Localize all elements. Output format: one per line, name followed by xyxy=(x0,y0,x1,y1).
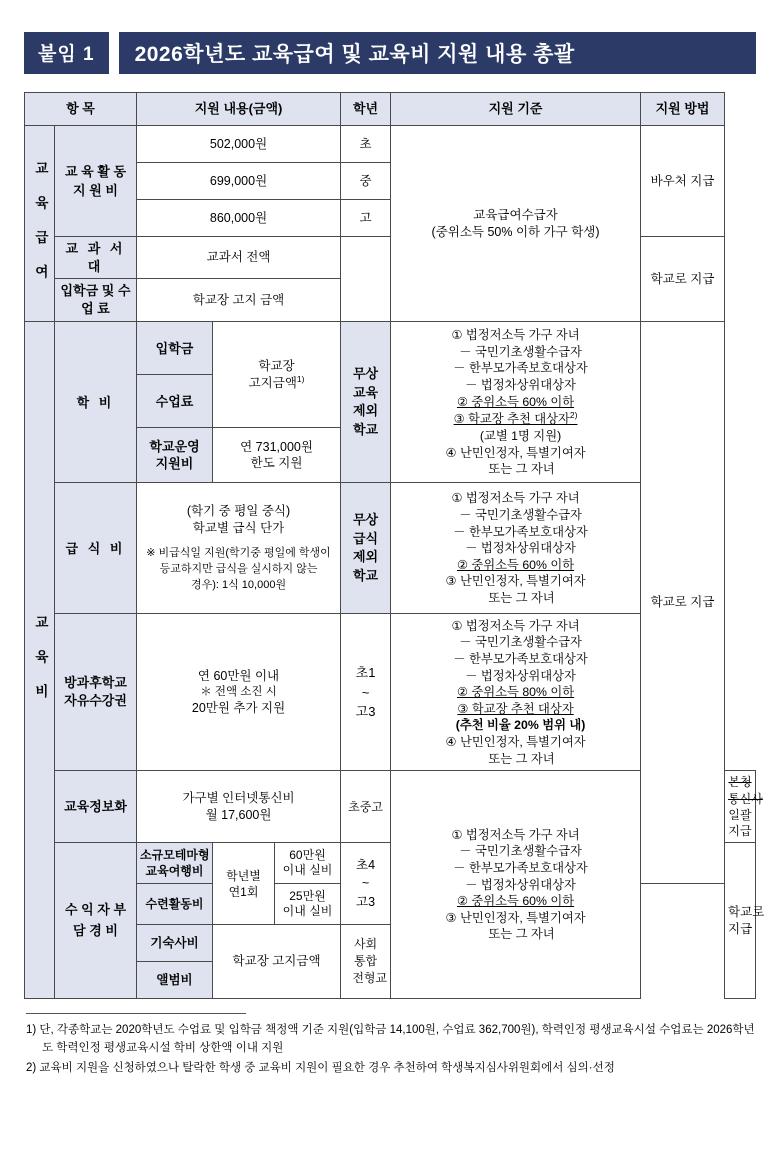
crit-line: － 법정차상위대상자 xyxy=(465,378,576,393)
footnote-1: 1) 단, 각종학교는 2020학년도 수업료 및 입학금 책정액 기준 지원(입학금 14,100원, 수업료 362,700원), 학력인정 평생교육시설 수업료는 2026학년도 학력인정 평생교육시설 학비 상한액 이내 지원 xyxy=(26,1024,755,1055)
crit-line: 또는 그 자녀 xyxy=(488,751,555,766)
crit-line: － 한부모가족보호대상자 xyxy=(453,860,588,875)
table-row xyxy=(25,126,756,163)
crit-line: ③ 난민인정자, 특별기여자 xyxy=(445,910,586,925)
profit-item-dorm: 기숙사비 xyxy=(137,925,213,962)
after-school-content: 연 60만원 이내 ＊ 전액 소진 시 20만원 추가 지원 xyxy=(137,614,341,771)
tuition-grade: 무상 교육 제외 학교 xyxy=(341,322,391,483)
profit-item-travel: 소규모테마형 교육여행비 xyxy=(137,843,213,884)
crit-line: － 국민기초생활수급자 xyxy=(459,844,582,859)
crit-line: ① 법정저소득 가구 자녀 xyxy=(451,618,580,633)
table-row xyxy=(25,322,756,375)
meal-grade: 무상 급식 제외 학교 xyxy=(341,483,391,614)
entrance-amount: 학교장 고지 금액 xyxy=(137,279,341,322)
row-label-info: 교육정보화 xyxy=(55,771,137,843)
document-header xyxy=(24,32,756,74)
crit-line: － 국민기초생활수급자 xyxy=(459,635,582,650)
crit-line: － 법정차상위대상자 xyxy=(465,668,576,683)
crit-line: － 한부모가족보호대상자 xyxy=(453,524,588,539)
col-criteria: 지원 기준 xyxy=(391,93,641,126)
method-voucher: 바우처 지급 xyxy=(641,126,725,237)
crit-line: － 한부모가족보호대상자 xyxy=(453,361,588,376)
benefit-criteria-line2: (중위소득 50% 이하 가구 학생) xyxy=(431,224,600,239)
crit-line: (교별 1명 지원) xyxy=(479,428,562,443)
meal-criteria xyxy=(391,483,641,614)
support-summary-table xyxy=(24,92,765,999)
crit-line: ② 중위소득 60% 이하 xyxy=(456,394,575,409)
col-item: 항 목 xyxy=(25,93,137,126)
tuition-criteria xyxy=(391,322,641,483)
profit-amount-notice: 학교장 고지금액 xyxy=(213,925,341,999)
crit-line: ③ 난민인정자, 특별기여자 xyxy=(445,574,586,589)
col-content: 지원 내용(금액) xyxy=(137,93,341,126)
crit-line-sup: ③ 학교장 추천 대상자$^{2)}$ xyxy=(453,410,578,427)
profit-amount-training: 25만원 이내 실비 xyxy=(275,884,341,925)
row-label-profit: 수 익 자 부 담 경 비 xyxy=(55,843,137,999)
profit-grade-2: 사회 통합 전형교 xyxy=(341,925,391,999)
crit-line: ① 법정저소득 가구 자녀 xyxy=(451,827,580,842)
info-content: 가구별 인터넷통신비 월 17,600원 xyxy=(137,771,341,843)
crit-line: ① 법정저소득 가구 자녀 xyxy=(451,491,580,506)
group-edu-fee: 교 육 비 xyxy=(25,322,55,999)
textbook-grade-blank xyxy=(341,237,391,322)
benefit-criteria-line1: 교육급여수급자 xyxy=(473,207,558,222)
footnote-separator xyxy=(26,1013,246,1014)
method-school-3: 학교로 지급 xyxy=(725,843,756,999)
school-support-amount: 연 731,000원 한도 지원 xyxy=(213,428,341,483)
row-label-after-school: 방과후학교 자유수강권 xyxy=(55,614,137,771)
crit-line: 또는 그 자녀 xyxy=(488,462,555,477)
after-school-grade: 초1 ~ 고3 xyxy=(341,614,391,771)
benefit-criteria xyxy=(391,126,641,322)
crit-line: － 국민기초생활수급자 xyxy=(459,344,582,359)
profit-period: 학년별 연1회 xyxy=(213,843,275,925)
table-row xyxy=(25,237,756,279)
crit-line: － 법정차상위대상자 xyxy=(465,541,576,556)
crit-line: ② 중위소득 80% 이하 xyxy=(456,685,575,700)
info-grade: 초중고 xyxy=(341,771,391,843)
tuition-item-fee: 수업료 xyxy=(137,375,213,428)
crit-line: － 한부모가족보호대상자 xyxy=(453,651,588,666)
col-grade: 학년 xyxy=(341,93,391,126)
attachment-tag: 붙임 1 xyxy=(24,32,109,74)
row-label-school-support: 학교운영 지원비 xyxy=(137,428,213,483)
tuition-item-entrance: 입학금 xyxy=(137,322,213,375)
tuition-amount: 학교장 고지금액$^{1)}$ xyxy=(213,322,341,428)
profit-item-album: 앨범비 xyxy=(137,962,213,999)
crit-line: ② 중위소득 60% 이하 xyxy=(456,894,575,909)
profit-grade-1: 초4 ~ 고3 xyxy=(341,843,391,925)
crit-line: 또는 그 자녀 xyxy=(488,590,555,605)
activity-grade-elem: 초 xyxy=(341,126,391,163)
crit-line: － 국민기초생활수급자 xyxy=(459,507,582,522)
page-title: 2026학년도 교육급여 및 교육비 지원 내용 총괄 xyxy=(119,32,756,74)
method-telecom: 본청 통신사 일괄 지급 xyxy=(725,771,756,843)
group-edu-benefit: 교 육 급 여 xyxy=(25,126,55,322)
crit-line: (추천 비율 20% 범위 내) xyxy=(455,718,586,733)
activity-amount-mid: 699,000원 xyxy=(137,163,341,200)
row-label-tuition: 학 비 xyxy=(55,322,137,483)
col-method: 지원 방법 xyxy=(641,93,725,126)
meal-content: (학기 중 평일 중식) 학교별 급식 단가 ※ 비급식일 지원(학기중 평일에 학생이 등교하지만 급식을 실시하지 않는 경우): 1식 10,000원 xyxy=(137,483,341,614)
row-label-textbook: 교 과 서 대 xyxy=(55,237,137,279)
crit-line: ④ 난민인정자, 특별기여자 xyxy=(445,445,586,460)
profit-criteria xyxy=(391,771,641,999)
crit-line: ③ 학교장 추천 대상자 xyxy=(457,701,574,716)
row-label-entrance: 입학금 및 수 업 료 xyxy=(55,279,137,322)
footnote-2: 2) 교육비 지원을 신청하였으나 탈락한 학생 중 교육비 지원이 필요한 경우 추천하여 학생복지심사위원회에서 심의·선정 xyxy=(26,1061,615,1074)
crit-line: ① 법정저소득 가구 자녀 xyxy=(451,328,580,343)
activity-grade-high: 고 xyxy=(341,200,391,237)
textbook-amount: 교과서 전액 xyxy=(137,237,341,279)
crit-line: ② 중위소득 60% 이하 xyxy=(456,557,575,572)
table-header-row xyxy=(25,93,756,126)
footnotes xyxy=(24,1022,756,1077)
method-school-2: 학교로 지급 xyxy=(641,322,725,884)
profit-amount-travel: 60만원 이내 실비 xyxy=(275,843,341,884)
activity-amount-elem: 502,000원 xyxy=(137,126,341,163)
profit-item-training: 수련활동비 xyxy=(137,884,213,925)
activity-amount-high: 860,000원 xyxy=(137,200,341,237)
row-label-activity: 교 육 활 동 지 원 비 xyxy=(55,126,137,237)
row-label-meal: 급 식 비 xyxy=(55,483,137,614)
crit-line: － 법정차상위대상자 xyxy=(465,877,576,892)
activity-grade-mid: 중 xyxy=(341,163,391,200)
method-school-1: 학교로 지급 xyxy=(641,237,725,322)
crit-line: 또는 그 자녀 xyxy=(488,927,555,942)
after-school-criteria xyxy=(391,614,641,771)
crit-line: ④ 난민인정자, 특별기여자 xyxy=(445,734,586,749)
